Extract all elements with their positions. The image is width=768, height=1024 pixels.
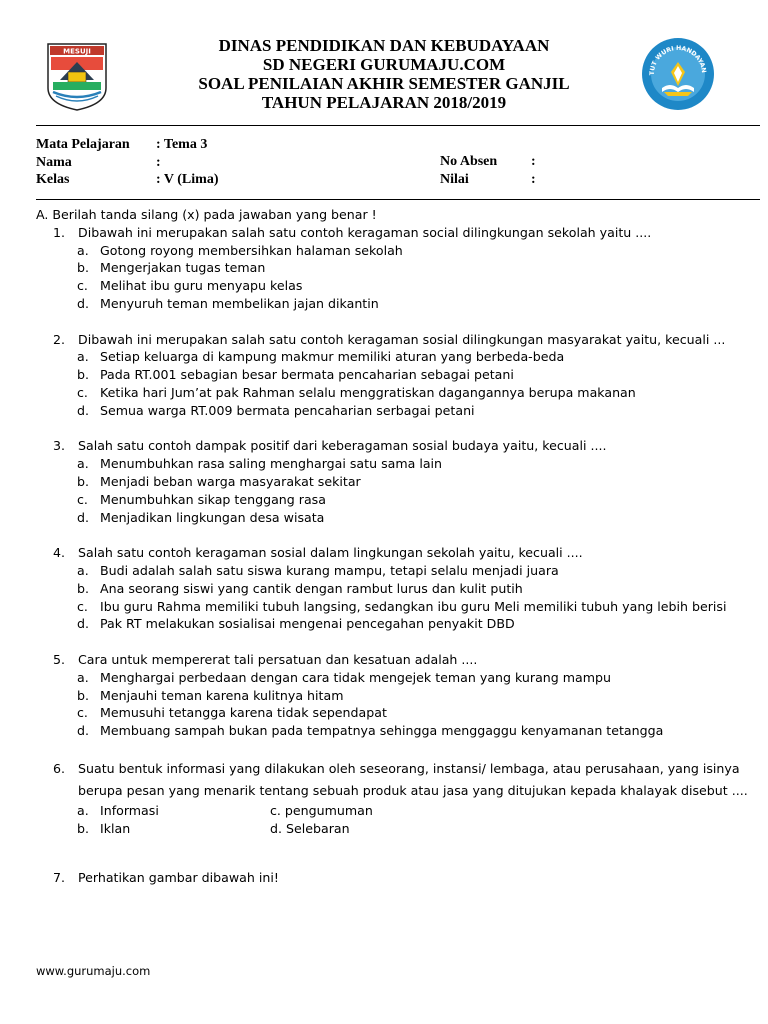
option-letter: d. [77, 723, 89, 739]
question-number: 2. [53, 331, 66, 347]
option-text: Menyuruh teman membelikan jajan dikantin [100, 295, 379, 311]
question-stem [36, 437, 760, 455]
question-stem-line: berupa pesan yang menarik tentang sebuah produk atau jasa yang ditujukan kepada khalayak disebut .... [78, 782, 748, 798]
emblem-label: MESUJI [63, 47, 91, 56]
option-letter: b. [77, 820, 89, 836]
question-stem [36, 224, 760, 242]
option-text: Setiap keluarga di kampung makmur memiliki aturan yang berbeda-beda [100, 349, 565, 365]
question-number: 5. [53, 651, 66, 667]
option-letter: c. [77, 598, 88, 614]
identity-divider [36, 199, 760, 200]
class-label: Kelas [36, 172, 70, 187]
option-letter: d. [77, 616, 89, 632]
option-letter: a. [77, 669, 89, 685]
mesuji-regency-emblem-icon [44, 40, 110, 112]
answer-option [36, 384, 760, 402]
question-stem-text: Salah satu contoh dampak positif dari keberagaman sosial budaya yaitu, kecuali .... [78, 438, 607, 454]
answer-option [36, 562, 760, 580]
name-row [36, 154, 416, 172]
footer-url: www.gurumaju.com [36, 964, 151, 978]
answer-option [36, 473, 760, 491]
option-letter: c. [77, 278, 88, 294]
question-4 [36, 544, 760, 633]
answer-option [36, 242, 760, 260]
tut-wuri-handayani-emblem-icon [640, 36, 716, 112]
agency-name: DINAS PENDIDIKAN DAN KEBUDAYAAN [218, 36, 550, 55]
option-letter: d. [77, 509, 89, 525]
question-number: 1. [53, 224, 66, 240]
question-6 [36, 758, 760, 838]
option-text: Menjadikan lingkungan desa wisata [100, 509, 325, 525]
answer-option [36, 259, 760, 277]
answer-option [36, 598, 760, 616]
option-text: Memusuhi tetangga karena tidak sependapat [100, 705, 387, 721]
option-text: Iklan [100, 820, 131, 836]
answer-option [36, 402, 760, 420]
option-text: Gotong royong membersihkan halaman sekolah [100, 242, 403, 258]
option-text: Ketika hari Jum’at pak Rahman selalu menggratiskan dagangannya berupa makanan [100, 384, 636, 400]
option-letter: c. [77, 491, 88, 507]
question-5 [36, 651, 760, 740]
answer-option [36, 348, 760, 366]
answer-option [36, 580, 760, 598]
answer-option [36, 509, 760, 527]
option-grid [36, 802, 760, 838]
question-stem [36, 869, 760, 887]
option-letter: c. [77, 705, 88, 721]
school-name: SD NEGERI GURUMAJU.COM [262, 55, 506, 74]
option-text: Menumbuhkan sikap tenggang rasa [100, 491, 326, 507]
name-value: : [156, 154, 161, 170]
option-letter: b. [77, 367, 89, 383]
option-text: d. Selebaran [270, 820, 350, 836]
class-row [36, 171, 416, 189]
option-letter: a. [77, 242, 89, 258]
question-list [36, 224, 760, 758]
option-letter: a. [77, 349, 89, 365]
student-identity-right [440, 153, 740, 188]
option-text: Pada RT.001 sebagian besar bermata pencaharian sebagai petani [100, 367, 514, 383]
option-letter: b. [77, 580, 89, 596]
option-letter: a. [77, 562, 89, 578]
question-stem [36, 544, 760, 562]
class-value: : V (Lima) [156, 172, 219, 187]
subject-value: : Tema 3 [156, 137, 208, 152]
option-letter: c. [77, 384, 88, 400]
option-text: Semua warga RT.009 bermata pencaharian serbagai petani [100, 402, 475, 418]
option-text: Ana seorang siswi yang cantik dengan rambut lurus dan kulit putih [100, 580, 523, 596]
answer-option [36, 491, 760, 509]
question-2 [36, 331, 760, 420]
question-3 [36, 437, 760, 526]
option-letter: a. [77, 802, 89, 818]
question-stem-line: Suatu bentuk informasi yang dilakukan oleh seseorang, instansi/ lembaga, atau perusahaan, yang isinya [78, 760, 740, 776]
emblem-motto: TUT WURI HANDAYAN [648, 44, 708, 76]
option-letter: a. [77, 456, 89, 472]
question-stem-text: Dibawah ini merupakan salah satu contoh keragaman social dilingkungan sekolah yaitu .... [78, 224, 652, 240]
question-number: 3. [53, 438, 66, 454]
answer-option [36, 722, 760, 740]
answer-option [36, 704, 760, 722]
subject-label: Mata Pelajaran [36, 137, 130, 152]
option-letter: b. [77, 687, 89, 703]
absen-label: No Absen [440, 154, 498, 169]
option-letter: d. [77, 402, 89, 418]
header-divider [36, 125, 760, 126]
option-letter: d. [77, 295, 89, 311]
student-identity-left [36, 136, 416, 189]
option-text: Membuang sampah bukan pada tempatnya sehingga menggaggu kenyamanan tetangga [100, 723, 664, 739]
exam-title: SOAL PENILAIAN AKHIR SEMESTER GANJIL [198, 74, 570, 93]
subject-row [36, 136, 416, 154]
question-7 [36, 869, 760, 887]
letterhead [0, 30, 768, 120]
letterhead-title [140, 36, 628, 112]
nilai-label: Nilai [440, 171, 469, 187]
option-text: Informasi [100, 802, 159, 818]
option-text: Menjadi beban warga masyarakat sekitar [100, 473, 361, 489]
question-number: 4. [53, 545, 66, 561]
question-section [36, 206, 760, 887]
answer-option [36, 277, 760, 295]
question-1 [36, 224, 760, 313]
name-label: Nama [36, 154, 72, 170]
question-stem-text: Salah satu contoh keragaman sosial dalam lingkungan sekolah yaitu, kecuali .... [78, 545, 583, 561]
answer-option [36, 455, 760, 473]
question-stem-text: Cara untuk mempererat tali persatuan dan kesatuan adalah .... [78, 651, 478, 667]
academic-year: TAHUN PELAJARAN 2018/2019 [261, 93, 507, 112]
answer-option [36, 687, 760, 705]
option-letter: b. [77, 260, 89, 276]
answer-option [36, 669, 760, 687]
option-text: c. pengumuman [270, 802, 373, 818]
absen-value: : [531, 154, 536, 169]
question-stem-text: Dibawah ini merupakan salah satu contoh keragaman sosial dilingkungan masyarakat yaitu, kecuali ... [78, 331, 726, 347]
option-text: Melihat ibu guru menyapu kelas [100, 278, 303, 294]
nilai-value: : [531, 171, 536, 187]
option-text: Mengerjakan tugas teman [100, 260, 266, 276]
question-stem [36, 758, 760, 802]
question-stem [36, 331, 760, 349]
option-letter: b. [77, 473, 89, 489]
absen-row [440, 153, 740, 171]
option-text: Budi adalah salah satu siswa kurang mampu, tetapi selalu menjadi juara [100, 562, 559, 578]
answer-option [36, 366, 760, 384]
answer-option [36, 615, 760, 633]
question-stem [36, 651, 760, 669]
option-text: Pak RT melakukan sosialisai mengenai pencegahan penyakit DBD [100, 616, 515, 632]
question-number: 6. [53, 760, 66, 776]
question-stem-text: Perhatikan gambar dibawah ini! [78, 870, 279, 886]
option-text: Menumbuhkan rasa saling menghargai satu sama lain [100, 456, 443, 472]
section-title: A. Berilah tanda silang (x) pada jawaban yang benar ! [36, 207, 377, 222]
question-number: 7. [53, 870, 66, 886]
nilai-row [440, 171, 740, 189]
option-text: Ibu guru Rahma memiliki tubuh langsing, sedangkan ibu guru Meli memiliki tubuh yang lebih berisi [100, 598, 727, 614]
answer-option [36, 295, 760, 313]
option-text: Menghargai perbedaan dengan cara tidak mengejek teman yang kurang mampu [100, 669, 612, 685]
option-text: Menjauhi teman karena kulitnya hitam [100, 687, 344, 703]
